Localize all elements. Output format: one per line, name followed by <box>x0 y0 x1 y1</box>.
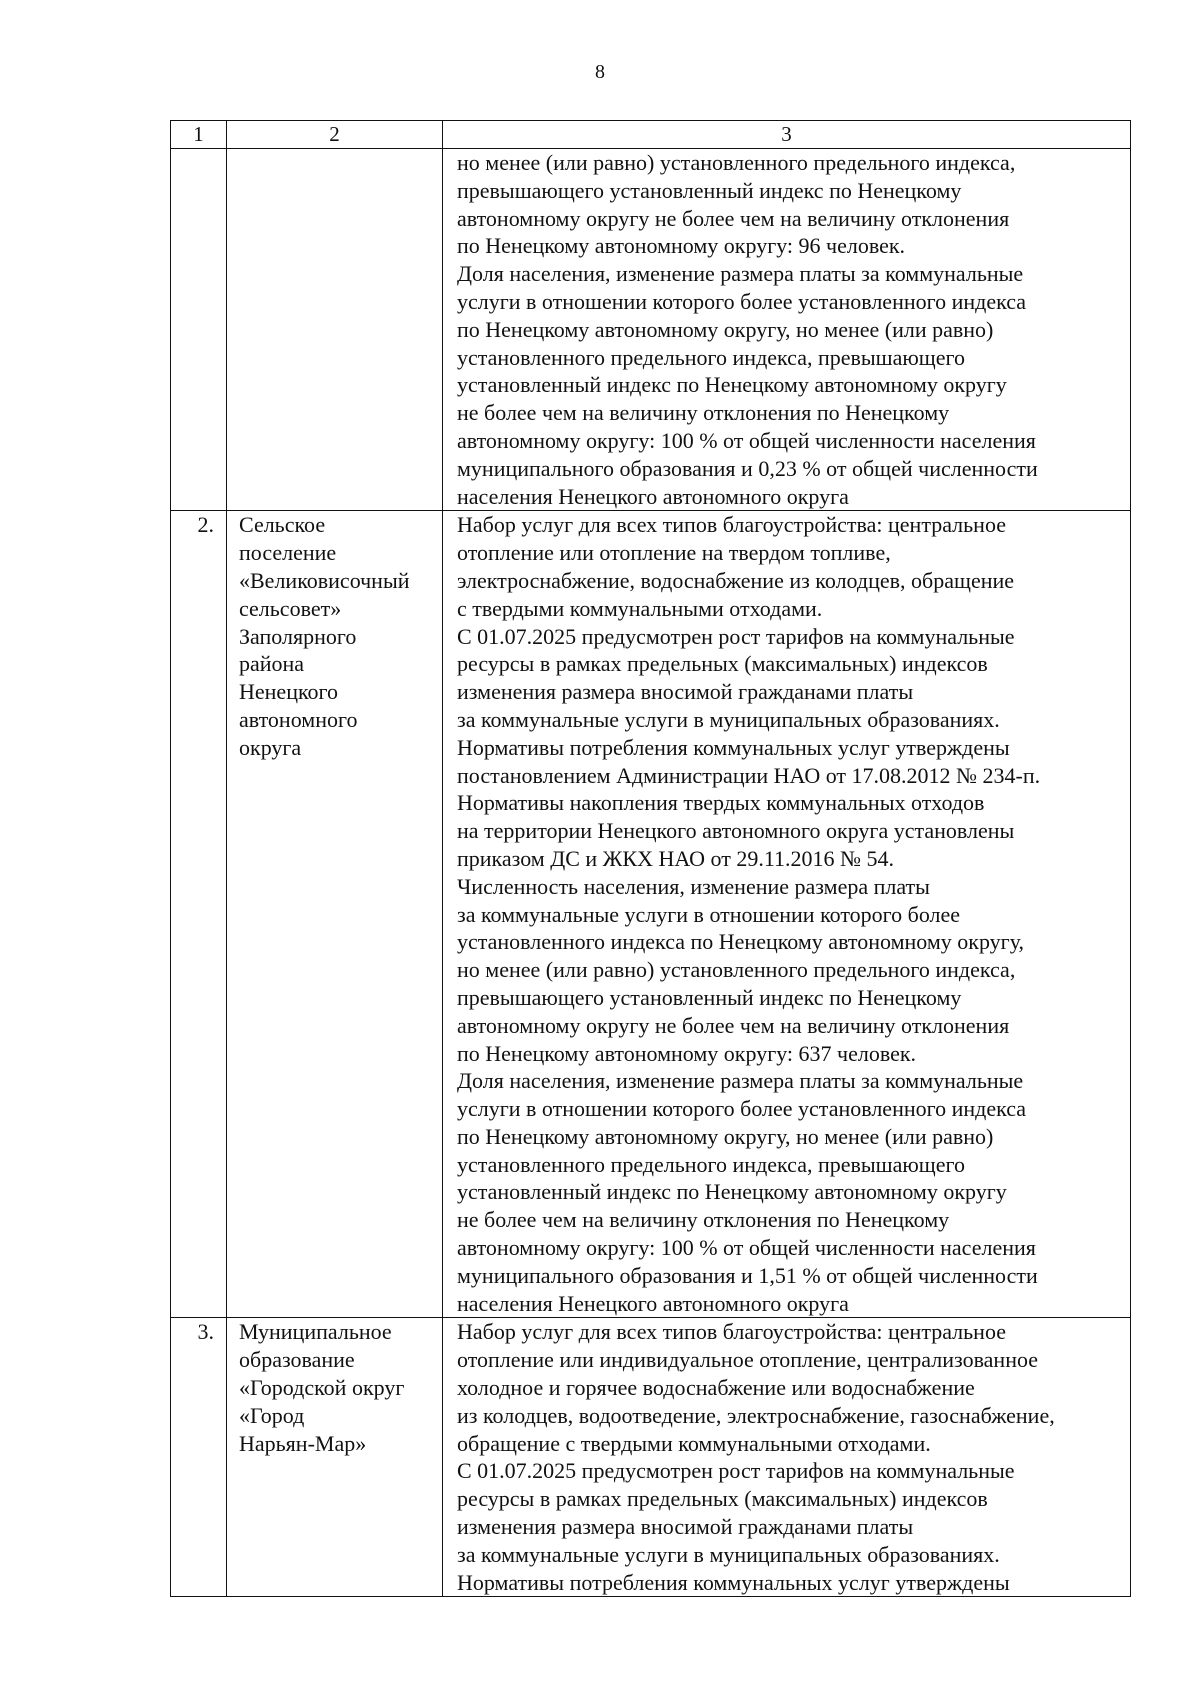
row-number <box>171 149 227 511</box>
description-line: ресурсы в рамках предельных (максимальных) индексов <box>457 651 988 677</box>
municipality-name <box>227 1318 443 1597</box>
table-row <box>171 149 1131 511</box>
description-line: Доля населения, изменение размера платы за коммунальные <box>457 261 1024 287</box>
municipality-name-line: Заполярного <box>239 623 357 649</box>
description-line: постановлением Администрации НАО от 17.08.2012 № 234-п. <box>457 762 1041 788</box>
description-line: Набор услуг для всех типов благоустройства: центральное <box>457 1319 1006 1345</box>
description-line: муниципального образования и 0,23 % от общей численности <box>457 455 1038 481</box>
municipality-name <box>227 511 443 1318</box>
description-line: по Ненецкому автономному округу: 96 человек. <box>457 233 906 259</box>
description-line: Нормативы потребления коммунальных услуг утверждены <box>457 1569 1010 1595</box>
description-line: отопление или отопление на твердом топливе, <box>457 540 891 566</box>
description-line: на территории Ненецкого автономного округа установлены <box>457 818 1015 844</box>
description-line: с твердыми коммунальными отходами. <box>457 595 823 621</box>
description-line: изменения размера вносимой гражданами платы <box>457 1514 914 1540</box>
municipality-name-line: автономного <box>239 706 358 732</box>
description-line: населения Ненецкого автономного округа <box>457 483 849 509</box>
table-row <box>171 1318 1131 1597</box>
municipality-name-line: «Великовисочный <box>239 567 410 593</box>
description-line: С 01.07.2025 предусмотрен рост тарифов на коммунальные <box>457 623 1015 649</box>
description-line: автономному округу не более чем на величину отклонения <box>457 205 1010 231</box>
municipality-name <box>227 149 443 511</box>
services-description <box>443 1318 1131 1597</box>
description-line: установленного предельного индекса, превышающего <box>457 344 965 370</box>
description-line: обращение с твердыми коммунальными отходами. <box>457 1430 931 1456</box>
municipality-name-line: Муниципальное <box>239 1319 392 1345</box>
description-line: автономному округу: 100 % от общей численности населения <box>457 1235 1036 1261</box>
description-line: из колодцев, водоотведение, электроснабжение, газоснабжение, <box>457 1402 1055 1428</box>
description-line: но менее (или равно) установленного предельного индекса, <box>457 957 1016 983</box>
municipality-name-line: района <box>239 651 305 677</box>
municipality-name-line: Ненецкого <box>239 679 339 705</box>
column-header-1: 1 <box>171 121 227 149</box>
description-line: за коммунальные услуги в отношении которого более <box>457 901 961 927</box>
services-description <box>443 511 1131 1318</box>
municipality-name-line: округа <box>239 734 302 760</box>
description-line: по Ненецкому автономному округу, но менее (или равно) <box>457 316 994 342</box>
description-line: установленный индекс по Ненецкому автономному округу <box>457 1179 1007 1205</box>
column-header-2: 2 <box>227 121 443 149</box>
municipality-name-line: сельсовет» <box>239 595 342 621</box>
description-line: за коммунальные услуги в муниципальных образованиях. <box>457 706 1000 732</box>
tariff-table <box>170 120 1131 1597</box>
column-header-3: 3 <box>443 121 1131 149</box>
description-line: Численность населения, изменение размера платы <box>457 873 930 899</box>
description-line: приказом ДС и ЖКХ НАО от 29.11.2016 № 54. <box>457 845 895 871</box>
table-row <box>171 511 1131 1318</box>
description-line: по Ненецкому автономному округу: 637 человек. <box>457 1040 917 1066</box>
description-line: установленного предельного индекса, превышающего <box>457 1151 965 1177</box>
description-line: муниципального образования и 1,51 % от общей численности <box>457 1262 1038 1288</box>
description-line: Нормативы потребления коммунальных услуг утверждены <box>457 734 1010 760</box>
page-number: 8 <box>595 61 605 83</box>
description-line: превышающего установленный индекс по Ненецкому <box>457 177 962 203</box>
description-line: не более чем на величину отклонения по Ненецкому <box>457 400 950 426</box>
municipality-name-line: Сельское <box>239 512 326 538</box>
municipality-name-line: «Городской округ <box>239 1375 405 1401</box>
description-line: но менее (или равно) установленного предельного индекса, <box>457 150 1016 175</box>
description-line: С 01.07.2025 предусмотрен рост тарифов на коммунальные <box>457 1458 1015 1484</box>
description-line: автономному округу не более чем на величину отклонения <box>457 1012 1010 1038</box>
table-header-row <box>171 121 1131 149</box>
description-line: не более чем на величину отклонения по Ненецкому <box>457 1207 950 1233</box>
municipality-name-line: поселение <box>239 540 337 566</box>
description-line: отопление или индивидуальное отопление, централизованное <box>457 1347 1039 1373</box>
description-line: Доля населения, изменение размера платы за коммунальные <box>457 1068 1024 1094</box>
description-line: холодное и горячее водоснабжение или водоснабжение <box>457 1375 975 1401</box>
description-line: установленный индекс по Ненецкому автономному округу <box>457 372 1007 398</box>
description-line: превышающего установленный индекс по Ненецкому <box>457 984 962 1010</box>
description-line: Нормативы накопления твердых коммунальных отходов <box>457 790 985 816</box>
description-line: изменения размера вносимой гражданами платы <box>457 679 914 705</box>
description-line: услуги в отношении которого более установленного индекса <box>457 1096 1027 1122</box>
description-line: Набор услуг для всех типов благоустройства: центральное <box>457 512 1006 538</box>
description-line: услуги в отношении которого более установленного индекса <box>457 288 1027 314</box>
description-line: автономному округу: 100 % от общей численности населения <box>457 427 1036 453</box>
description-line: ресурсы в рамках предельных (максимальных) индексов <box>457 1486 988 1512</box>
municipality-name-line: «Город <box>239 1402 305 1428</box>
description-line: по Ненецкому автономному округу, но менее (или равно) <box>457 1123 994 1149</box>
description-line: населения Ненецкого автономного округа <box>457 1290 849 1316</box>
row-number: 3. <box>171 1318 227 1597</box>
description-line: установленного индекса по Ненецкому автономному округу, <box>457 929 1025 955</box>
services-description <box>443 149 1131 511</box>
municipality-name-line: Нарьян-Мар» <box>239 1430 367 1456</box>
row-number: 2. <box>171 511 227 1318</box>
description-line: за коммунальные услуги в муниципальных образованиях. <box>457 1541 1000 1567</box>
description-line: электроснабжение, водоснабжение из колодцев, обращение <box>457 567 1015 593</box>
municipality-name-line: образование <box>239 1347 355 1373</box>
